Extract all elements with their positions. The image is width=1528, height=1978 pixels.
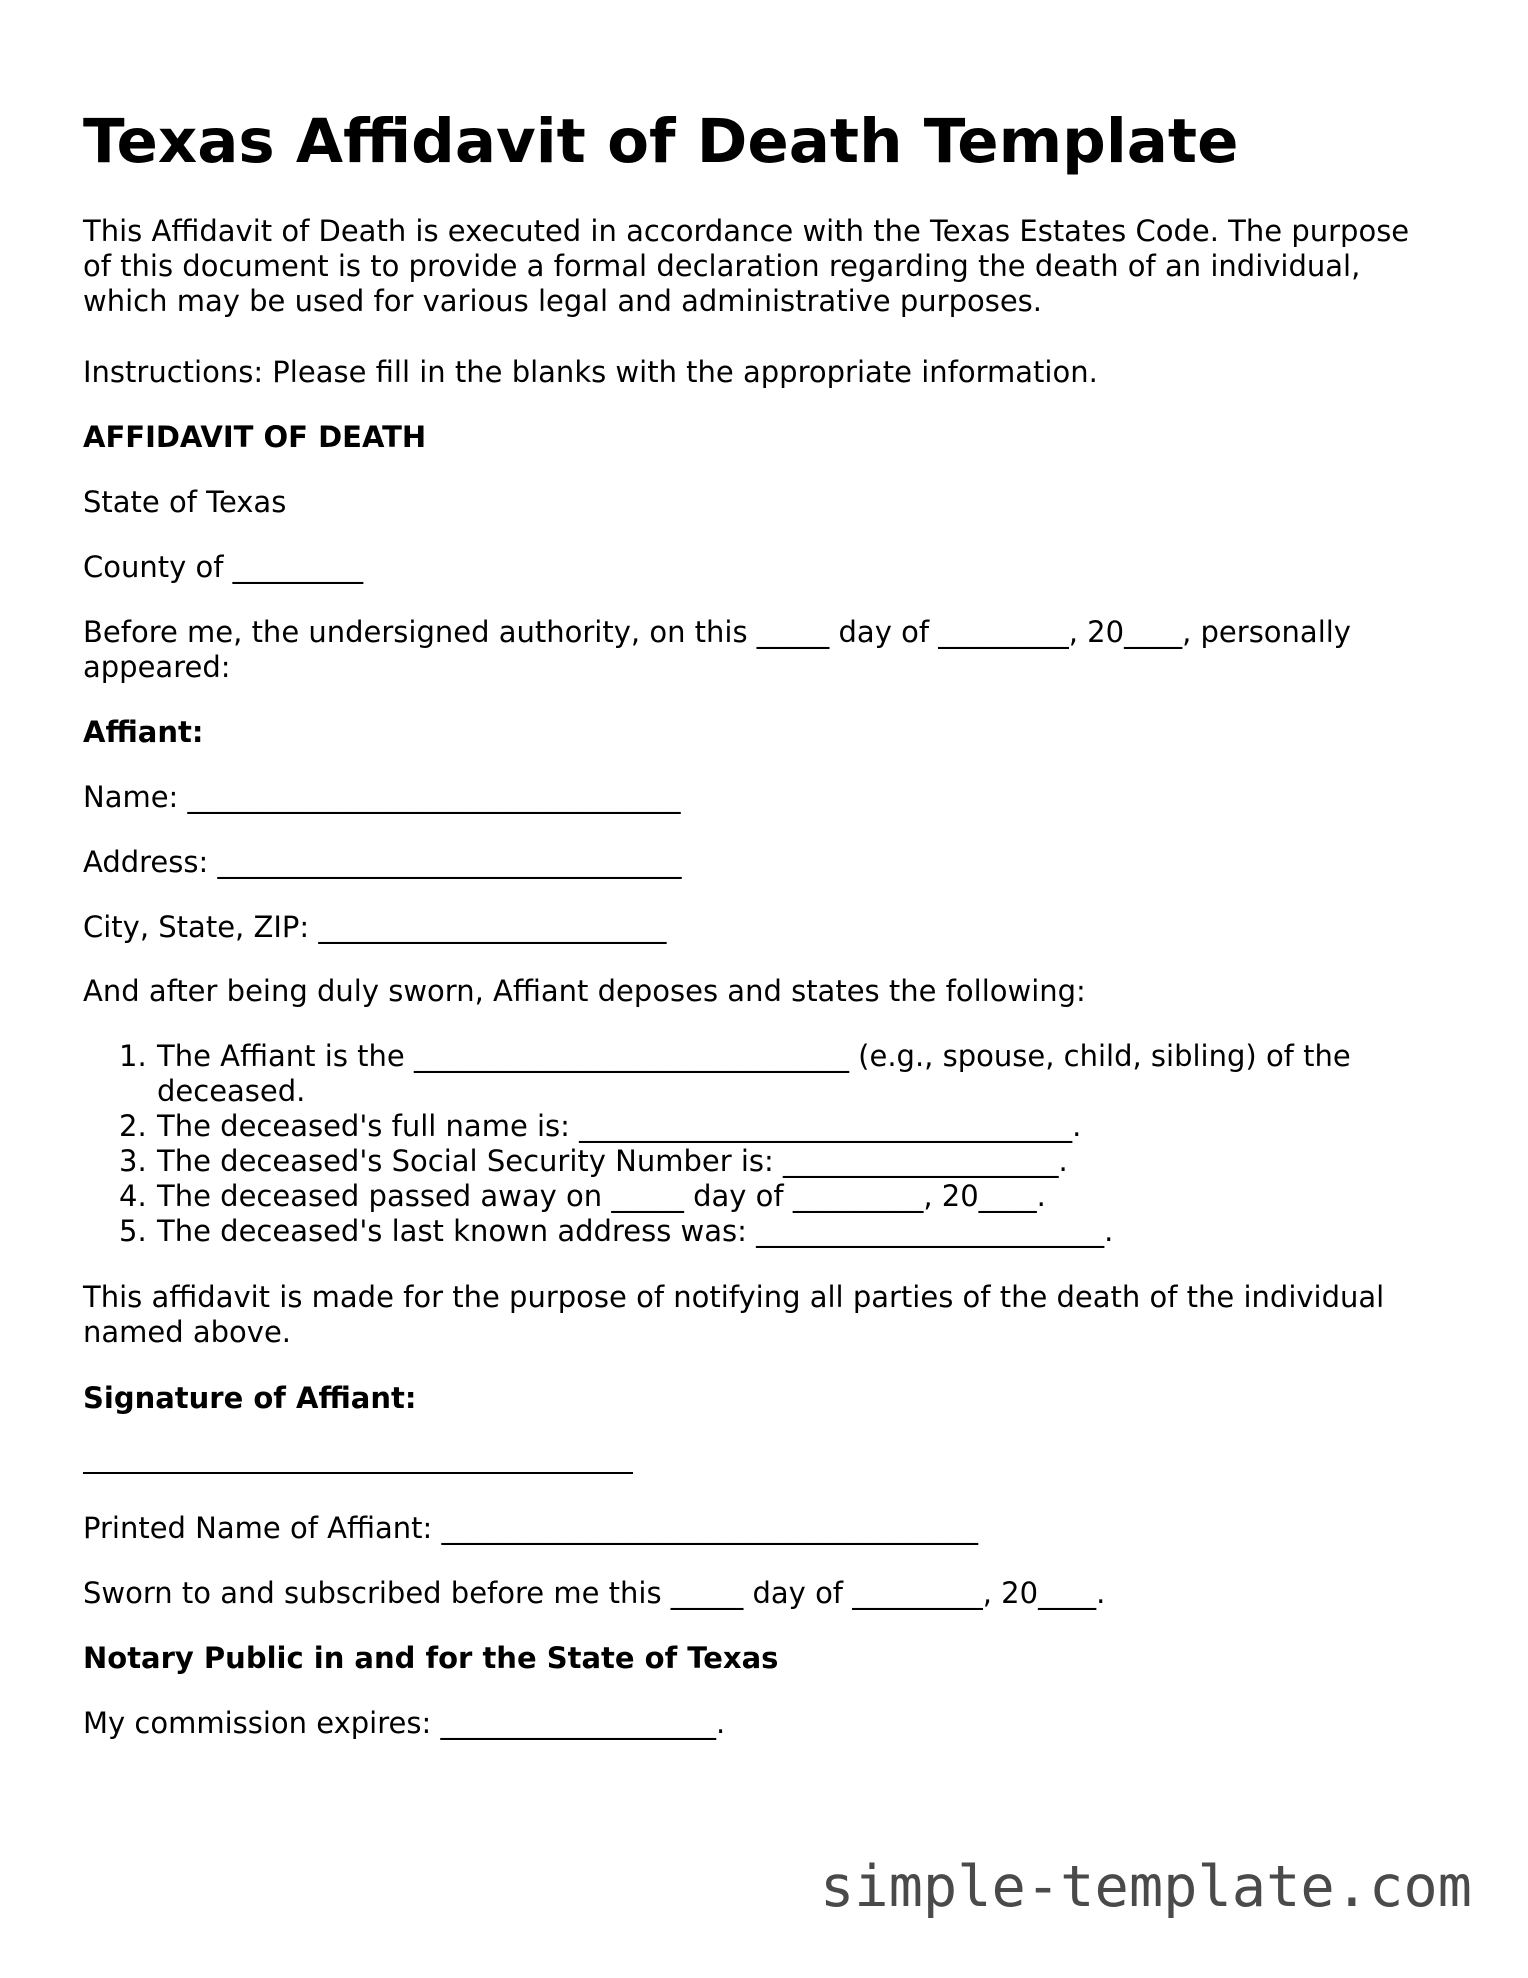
list-item-number: 2. xyxy=(119,1109,147,1143)
watermark-text: simple-template.com xyxy=(819,1854,1472,1920)
list-item xyxy=(83,1039,1413,1109)
purpose-paragraph: This affidavit is made for the purpose of notifying all parties of the death of the individual named above. xyxy=(83,1280,1394,1349)
list-item-text: The deceased's full name is: __________________________________. xyxy=(157,1109,1082,1143)
notary-heading: Notary Public in and for the State of Texas xyxy=(83,1641,779,1675)
affiant-city-state-zip-field: City, State, ZIP: ________________________ xyxy=(83,910,667,944)
affiant-name-field: Name: __________________________________ xyxy=(83,780,681,814)
intro-paragraph: This Affidavit of Death is executed in accordance with the Texas Estates Code. The purpose of this document is to provide a formal declaration regarding the death of an individual, which may be used for various legal and administrative purposes. xyxy=(83,214,1419,318)
instructions-text: Instructions: Please fill in the blanks with the appropriate information. xyxy=(83,355,1098,389)
list-item xyxy=(83,1179,1413,1214)
list-item-text: The Affiant is the ______________________________ (e.g., spouse, child, sibling) of the deceased. xyxy=(157,1039,1360,1108)
sworn-before-statement: Sworn to and subscribed before me this _____ day of _________, 20____. xyxy=(83,1576,1106,1610)
state-line: State of Texas xyxy=(83,485,287,519)
statements-list xyxy=(83,1039,1413,1249)
printed-name-field: Printed Name of Affiant: _____________________________________ xyxy=(83,1511,979,1545)
appearance-statement: Before me, the undersigned authority, on this _____ day of _________, 20____, personally appeared: xyxy=(83,615,1361,684)
signature-heading: Signature of Affiant: xyxy=(83,1381,417,1415)
affidavit-heading: AFFIDAVIT OF DEATH xyxy=(83,420,427,454)
affiant-address-field: Address: ________________________________ xyxy=(83,845,682,879)
list-item xyxy=(83,1144,1413,1179)
list-item-number: 4. xyxy=(119,1179,147,1213)
list-item-number: 3. xyxy=(119,1144,147,1178)
list-item-number: 1. xyxy=(119,1039,147,1073)
affiant-heading: Affiant: xyxy=(83,715,204,749)
commission-expiry-field: My commission expires: ___________________. xyxy=(83,1706,726,1740)
list-item-text: The deceased passed away on _____ day of _________, 20____. xyxy=(157,1179,1046,1213)
document-title: Texas Affidavit of Death Template xyxy=(83,106,1239,177)
list-item-text: The deceased's last known address was: ________________________. xyxy=(157,1214,1114,1248)
list-item xyxy=(83,1109,1413,1144)
county-field: County of _________ xyxy=(83,550,364,584)
list-item xyxy=(83,1214,1413,1249)
list-item-number: 5. xyxy=(119,1214,147,1248)
sworn-statement: And after being duly sworn, Affiant deposes and states the following: xyxy=(83,974,1086,1008)
list-item-text: The deceased's Social Security Number is: ___________________. xyxy=(157,1144,1068,1178)
signature-line xyxy=(83,1472,633,1474)
